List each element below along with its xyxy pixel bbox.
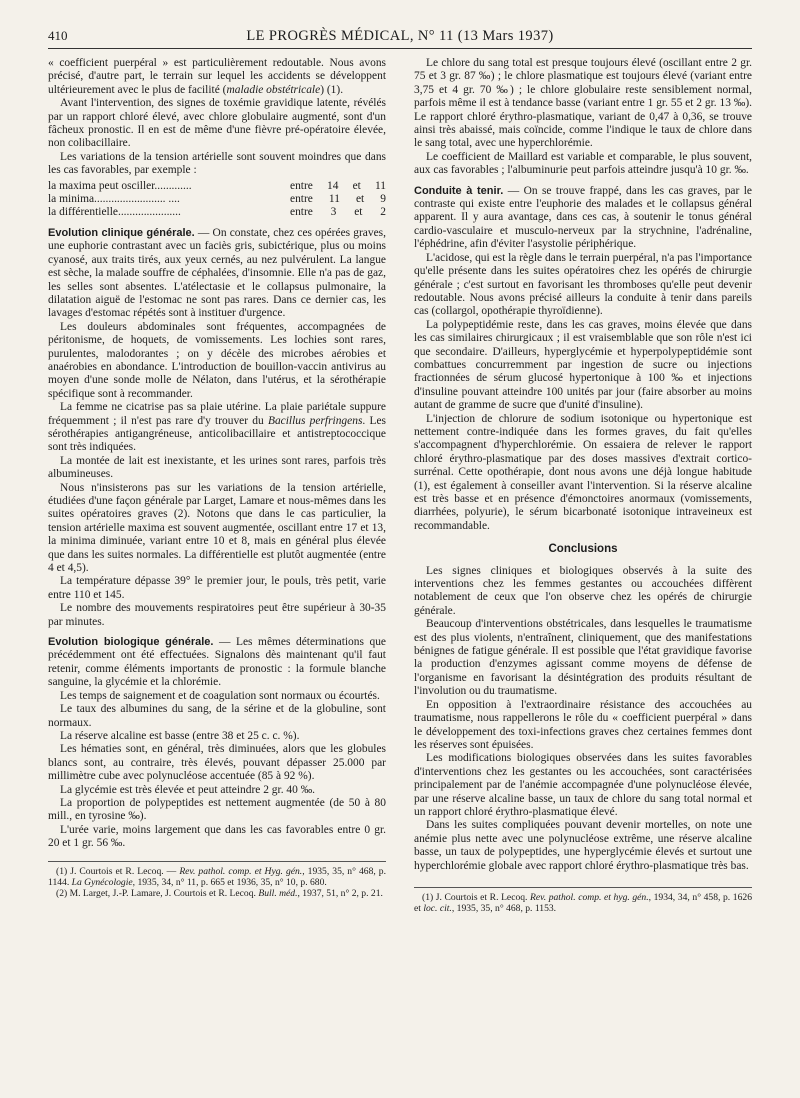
- paragraph: Le taux des albumines du sang, de la sérine et de la globuline, sont normaux.: [48, 703, 386, 729]
- paragraph: La montée de lait est inexistante, et les urines sont rares, parfois très albumineuses.: [48, 454, 386, 481]
- section-biologique: Evolution biologique générale. — Les mêmes déterminations que précédemment ont été effectuées. Signalons dès maintenant qu'il faut retenir, comme éléments importants de pronostic : la formule blanche sanguine, la glycémie et la chlorémie.: [48, 636, 386, 689]
- right-column: [414, 57, 752, 915]
- paragraph: Les temps de saignement et de coagulation sont normaux ou écourtés.: [60, 689, 380, 702]
- footnote: (2) M. Larget, J.-P. Lamare, J. Courtois et R. Lecoq. Bull. méd., 1937, 51, n° 2, p. 21.: [56, 888, 383, 900]
- tension-row: la minima......................... .... entre 11 et 9: [48, 193, 386, 206]
- paragraph: La polypeptidémie reste, dans les cas graves, moins élevée que dans les cas similaires chirurgicaux ; il est vraisemblable que son rôle n'est ici que secondaire. D'ailleurs, hyperglycémie et hyperpolypeptidémie sont combattues concurremment par ingestion de sucre ou injections fractionnées de sérum glucosé hypertonique à 100 ‰ et injections d'insuline pouvant atteindre 100 unités par jour (faire absorber au moins autant de gramme de sucre que d'unité d'insuline).: [414, 318, 752, 412]
- tension-row: la différentielle...................... entre 3 et 2: [48, 206, 386, 219]
- left-column: [48, 57, 386, 915]
- paragraph: Nous n'insisterons pas sur les variations de la tension artérielle, étudiées d'une façon générale par Larget, Lamare et nous-mêmes dans les suites opératoires graves (2). Notons que dans le cas particulier, la tension artérielle maxima est souvent augmentée, oscillant entre 17 et 13, la minima diminuée, variant entre 10 et 8, mais en général plus élevée que dans les suites normales. La différentielle est plutôt augmentée (entre 4 et 4,5).: [48, 481, 386, 575]
- journal-title: LE PROGRÈS MÉDICAL, N° 11 (13 Mars 1937): [246, 28, 554, 44]
- paragraph: Le nombre des mouvements respiratoires peut être supérieur à 30-35 par minutes.: [48, 602, 386, 628]
- page-number: 410: [48, 28, 68, 43]
- paragraph: L'acidose, qui est la règle dans le terrain puerpéral, n'a pas l'importance qu'elle présente dans les suites opératoires chez les opérés de chirurgie générale ; c'est surtout en favorisant les thromboses qu'elle peut devenir redoutable. Nous avons précisé ailleurs la conduite à tenir dans pareils cas (collargol, opothérapie thyroïdienne).: [414, 251, 752, 318]
- section-heading: Evolution biologique générale.: [48, 636, 214, 649]
- footnotes: [48, 861, 386, 900]
- paragraph: Le chlore du sang total est presque toujours élevé (oscillant entre 2 gr. 75 et 3 gr. 87 ‰) ; le chlore plasmatique est toujours élevé (variant entre 3,75 et 4 gr. 70 ‰) ; le chlore globulaire reste sensiblement normal, parfois même il est à tendance basse (variant entre 1 gr. 55 et 2 gr. 13 ‰). Le rapport chloré érythro-plasmatique, variant de 0,47 à 0,36, se trouve ainsi très abaissé, mais coïncide, comme l'indique le taux de chlore dans le sang total, avec une hyperchlorémie.: [414, 57, 752, 150]
- section-heading: Evolution clinique générale.: [48, 226, 195, 239]
- paragraph: La réserve alcaline est basse (entre 38 et 25 c. c. %).: [60, 729, 300, 742]
- footnote: (1) J. Courtois et R. Lecoq. — Rev. pathol. comp. et Hyg. gén., 1935, 35, n° 468, p. 1144. La Gynécologie, 1935, 34, n° 11, p. 665 et 1936, 35, n° 10, p. 680.: [48, 865, 386, 888]
- paragraph: Les signes cliniques et biologiques observés à la suite des interventions chez les femmes gestantes ou accouchées diffèrent notablement de ceux que l'on observe chez les opérés de chirurgie générale.: [414, 564, 752, 617]
- section-heading: Conduite à tenir.: [414, 184, 504, 197]
- tension-values: [48, 180, 386, 220]
- paragraph: L'injection de chlorure de sodium isotonique ou hypertonique est nettement contre-indiquée dans les formes graves, du fait qu'elles s'accompagnent d'hyperchlorémie. On essaiera de relever le rapport chloré érythro-plasmatique par des doses massives d'extrait cortico-surrénal. Cette opothérapie, dont nous avons une déjà longue habitude (1), est également à conseiller avant l'intervention. Si la réserve alcaline est très basse et en présence d'émonctoires anormaux (vomissements, diarrhées, polyurie), le sérum bicarbonaté isotonique intraveineux est recommandable.: [414, 412, 752, 532]
- paragraph: L'urée varie, moins largement que dans les cas favorables entre 0 gr. 20 et 1 gr. 56 ‰.: [48, 823, 386, 850]
- paragraph: Les variations de la tension artérielle sont souvent moindres que dans les cas favorables, par exemple :: [48, 150, 386, 177]
- paragraph: « coefficient puerpéral » est particulièrement redoutable. Nous avons précisé, d'autre part, le terrain sur lequel les accidents se développent ultérieurement avec le plus de facilité (maladie obstétricale) (1).: [48, 57, 386, 96]
- paragraph: La proportion de polypeptides est nettement augmentée (de 50 à 80 mill., en tyrosine ‰).: [48, 796, 386, 823]
- paragraph: Les douleurs abdominales sont fréquentes, accompagnées de péritonisme, de hoquets, de vomissements. Les lochies sont rares, purulentes, malodorantes ; on y décèle des microbes aérobies et anaérobies en abondance. L'introduction de bouillon-vaccin antivirus au moyen d'une sonde molle de Nélaton, dans l'utérus, et la sérothérapie spécifique sont à recommander.: [48, 320, 386, 400]
- footnotes: [414, 887, 752, 915]
- paragraph: Les modifications biologiques observées dans les suites favorables d'interventions chez les gestantes ou les accouchées, sont caractérisées principalement par de l'anémie accompagnée d'une polynucléose élevée, par une réserve alcaline basse, un taux de chlore du sang total normal et un rapport chloré érythro-plasmatique élevé.: [414, 752, 752, 818]
- paragraph: Beaucoup d'interventions obstétricales, dans lesquelles le traumatisme est des plus violents, n'entraînent, cliniquement, que des manifestations bénignes de fatigue générale. Il est possible que l'état gravidique favorise la production d'enzymes agissant comme moyens de défense de l'organisme en favorisant la désintégration des produits résultant de l'involution ou du traumatisme.: [414, 618, 752, 698]
- paragraph: En opposition à l'extraordinaire résistance des accouchées au traumatisme, nous rappellerons le rôle du « coefficient puerpéral » dans le développement des toxi-infections graves chez certaines femmes dont les réserves sont épuisées.: [414, 698, 752, 751]
- paragraph: La glycémie est très élevée et peut atteindre 2 gr. 40 ‰.: [60, 783, 316, 796]
- paragraph: La température dépasse 39° le premier jour, le pouls, très petit, varie entre 110 et 145.: [48, 575, 386, 601]
- paragraph: La femme ne cicatrise pas sa plaie utérine. La plaie pariétale suppure fréquemment ; il n'est pas rare d'y trouver du Bacillus perfringens. Les sérothérapies antigangréneuse, anticolibacillaire et antistreptococcique sont très indiquées.: [48, 401, 386, 454]
- paragraph: Le coefficient de Maillard est variable et comparable, le plus souvent, aux cas favorables ; l'albuminurie peut parfois atteindre jusqu'à 10 gr. ‰.: [414, 150, 752, 177]
- section-clinique: Evolution clinique générale. — On constate, chez ces opérées graves, une euphorie contrastant avec un faciès gris, subictérique, plus ou moins cyanosé, aux traits tirés, aux yeux cernés, au nez pulvérulent. La langue est sèche, la malade souffre de céphalées, d'insomnie. Elle n'a pas de gaz, les selles sont absentes. L'atélectasie et le collapsus pulmonaire, la dilatation aiguë de l'estomac ne sont pas rares. Dans ce dernier cas, les lavages d'estomac répétés sont à instituer d'urgence.: [48, 226, 386, 320]
- section-conduite: Conduite à tenir. — On se trouve frappé, dans les cas graves, par le contraste qui existe entre l'euphorie des malades et le collapsus général apparent. Il y aura avantage, dans ces cas, à soutenir le tonus général cardio-vasculaire et musculo-nerveux par la strychnine, l'adrénaline, l'éphédrine, afin d'éviter l'asystolie périphérique.: [414, 184, 752, 251]
- footnote: (1) J. Courtois et R. Lecoq. Rev. pathol. comp. et hyg. gén., 1934, 34, n° 458, p. 1626 et loc. cit., 1935, 35, n° 468, p. 1153.: [414, 891, 752, 915]
- running-header: [48, 28, 752, 49]
- conclusions-heading: Conclusions: [548, 543, 618, 556]
- tension-row: la maxima peut osciller............. entre 14 et 11: [48, 179, 386, 192]
- paragraph: Les hématies sont, en général, très diminuées, alors que les globules blancs sont, au contraire, très élevés, pouvant dépasser 25.000 par millimètre cube avec polynucléose accentuée (85 à 92 %).: [48, 743, 386, 783]
- paragraph: Avant l'intervention, des signes de toxémie gravidique latente, révélés par un rapport chloré élevé, avec chlore globulaire augmenté, sont d'un fâcheux pronostic. Il en est de même d'une fièvre pré-opératoire élevée, non colibacillaire.: [48, 97, 386, 150]
- paragraph: Dans les suites compliquées pouvant devenir mortelles, on note une anémie plus nette avec une polynucléose extrême, une réserve alcaline basse, un taux de polypeptides, une hyperglycémie élevés et surtout une hyperchlorémie globale avec rapport chloré érythro-plasmatique très bas.: [414, 819, 752, 872]
